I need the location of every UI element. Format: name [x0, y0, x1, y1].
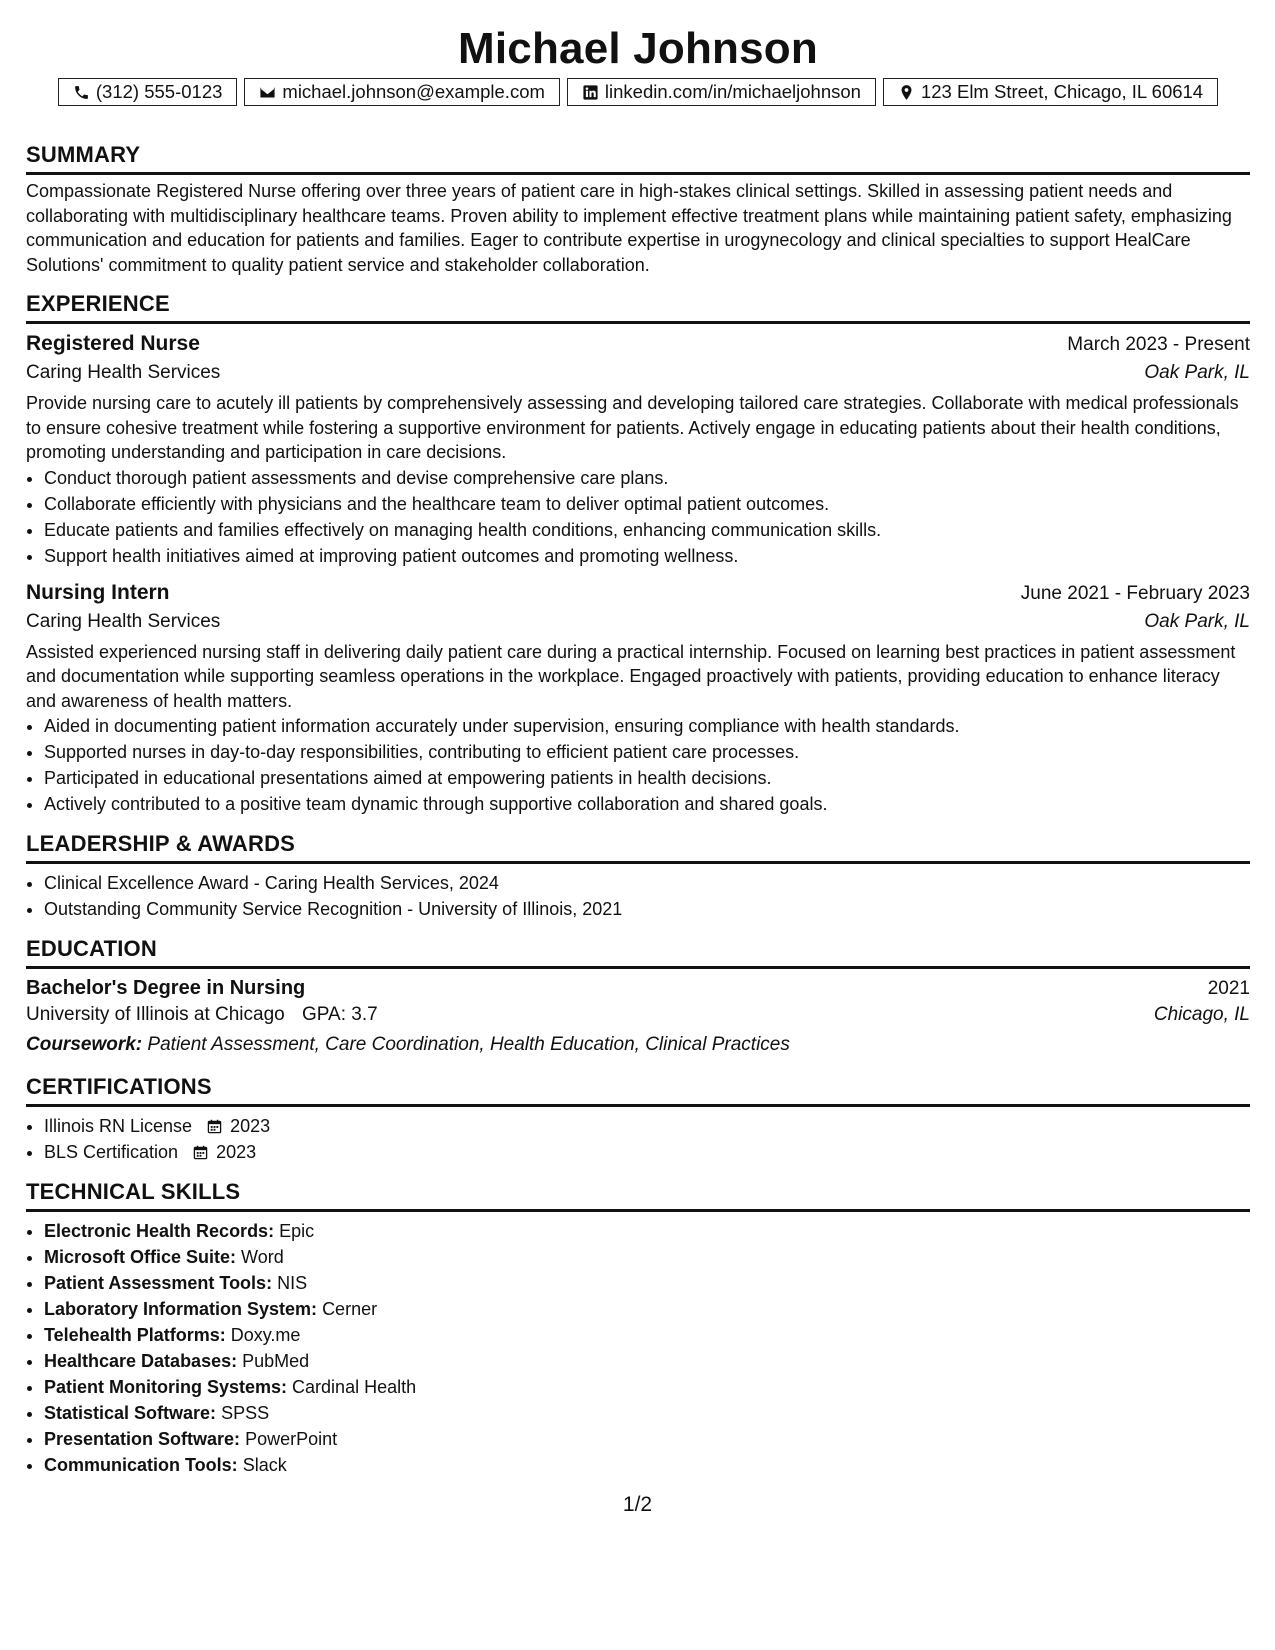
job-title: Registered Nurse	[26, 332, 200, 355]
coursework-list: Patient Assessment, Care Coordination, Health Education, Clinical Practices	[147, 1034, 790, 1055]
map-pin-icon	[898, 84, 915, 101]
job-dates: March 2023 - Present	[1067, 334, 1250, 355]
job-title: Nursing Intern	[26, 580, 170, 604]
list-item: • Supported nurses in day-to-day responsibilities, contributing to efficient patient care processes.	[44, 739, 1250, 765]
list-item	[44, 1374, 1250, 1400]
skill-label: Statistical Software:	[44, 1403, 217, 1423]
degree-title: Bachelor's Degree in Nursing	[26, 977, 306, 999]
list-item: • Conduct thorough patient assessments and devise comprehensive care plans.	[44, 465, 1250, 491]
education-section	[26, 936, 1250, 1056]
coursework-label: Coursework:	[26, 1034, 143, 1055]
list-item	[44, 1400, 1250, 1426]
skill-label: Presentation Software:	[44, 1429, 241, 1449]
list-item: • Support health initiatives aimed at improving patient outcomes and promoting wellness.	[44, 543, 1250, 569]
skill-value: Word	[241, 1247, 284, 1267]
list-item	[44, 1270, 1250, 1296]
job-bullets	[26, 465, 1250, 569]
skills-section	[26, 1179, 1250, 1478]
list-item: • Aided in documenting patient information accurately under supervision, ensuring compliance with health standards.	[44, 713, 1250, 739]
skill-label: Electronic Health Records:	[44, 1221, 275, 1241]
skill-value: Cerner	[322, 1299, 378, 1319]
cert-year: 2023	[216, 1142, 257, 1162]
linkedin-text: linkedin.com/in/michaeljohnson	[604, 81, 861, 102]
job-bullets	[26, 713, 1250, 817]
skill-value: SPSS	[221, 1403, 270, 1423]
list-item: • Educate patients and families effectively on managing health conditions, enhancing communication skills.	[44, 517, 1250, 543]
job-dates: June 2021 - February 2023	[1020, 582, 1250, 604]
phone-icon	[73, 84, 90, 101]
job-company: Caring Health Services	[26, 362, 221, 383]
cert-name: Illinois RN License	[44, 1116, 193, 1136]
skills-list	[26, 1218, 1250, 1478]
section-title: SUMMARY	[26, 142, 1250, 175]
email-text: michael.johnson@example.com	[282, 81, 545, 102]
skill-value: Epic	[279, 1221, 315, 1241]
section-title: EDUCATION	[26, 936, 1250, 969]
skill-value: Slack	[242, 1455, 287, 1475]
skill-value: Cardinal Health	[292, 1377, 417, 1397]
resume-page	[26, 0, 1250, 1478]
envelope-icon	[259, 84, 276, 101]
contact-phone[interactable]	[58, 78, 238, 106]
experience-section	[26, 291, 1250, 817]
job-location: Oak Park, IL	[1144, 362, 1250, 383]
skill-label: Patient Assessment Tools:	[44, 1273, 273, 1293]
section-title: LEADERSHIP & AWARDS	[26, 831, 1250, 864]
address-text: 123 Elm Street, Chicago, IL 60614	[920, 81, 1204, 102]
summary-section	[26, 142, 1250, 277]
skill-label: Patient Monitoring Systems:	[44, 1377, 288, 1397]
section-title: EXPERIENCE	[26, 291, 1250, 324]
cert-name: BLS Certification	[44, 1142, 179, 1162]
list-item	[44, 1426, 1250, 1452]
list-item	[44, 1139, 1250, 1165]
list-item	[44, 1348, 1250, 1374]
certifications-list	[26, 1113, 1250, 1165]
list-item: • Collaborate efficiently with physicians and the healthcare team to deliver optimal patient outcomes.	[44, 491, 1250, 517]
list-item: • Clinical Excellence Award - Caring Health Services, 2024	[44, 870, 1250, 896]
skill-value: NIS	[277, 1273, 308, 1293]
skill-label: Microsoft Office Suite:	[44, 1247, 237, 1267]
coursework	[26, 1034, 1250, 1056]
list-item	[44, 1113, 1250, 1139]
awards-list	[26, 870, 1250, 922]
gpa: GPA: 3.7	[302, 1004, 378, 1025]
list-item	[44, 1296, 1250, 1322]
summary-text: Compassionate Registered Nurse offering over three years of patient care in high-stakes clinical settings. Skilled in assessing patient needs and collaborating with multidisciplinary healthcare teams. Proven ability to implement effective treatment plans while maintaining patient safety, emphasizing communication and education for patients and families. Eager to contribute expertise in urogynecology and clinical specialties to support HealCare Solutions' commitment to quality patient service and stakeholder collaboration.	[26, 181, 1232, 275]
calendar-icon	[193, 1145, 208, 1160]
candidate-name: Michael Johnson	[458, 24, 818, 73]
list-item	[44, 1244, 1250, 1270]
list-item	[44, 1218, 1250, 1244]
leadership-section	[26, 831, 1250, 922]
skill-label: Communication Tools:	[44, 1455, 238, 1475]
contact-bar	[26, 78, 1250, 106]
job-description: Provide nursing care to acutely ill patients by comprehensively assessing and developing tailored care strategies. Collaborate with medical professionals to ensure cohesive treatment while fostering a supportive environment for patients. Actively engage in educating patients about their health conditions, promoting understanding and participation in care decisions.	[26, 393, 1239, 462]
skill-value: PubMed	[242, 1351, 310, 1371]
linkedin-icon	[582, 84, 599, 101]
certifications-section	[26, 1074, 1250, 1165]
job-entry	[26, 332, 1250, 569]
school-name: University of Illinois at Chicago	[26, 1004, 285, 1025]
job-company: Caring Health Services	[26, 610, 221, 632]
calendar-icon	[207, 1119, 222, 1134]
page-number: 1/2	[622, 1493, 653, 1516]
contact-address	[883, 78, 1218, 106]
section-title: TECHNICAL SKILLS	[26, 1179, 1250, 1212]
cert-year: 2023	[230, 1116, 271, 1136]
contact-linkedin[interactable]	[567, 78, 876, 106]
skill-label: Laboratory Information System:	[44, 1299, 318, 1319]
list-item	[44, 1452, 1250, 1478]
list-item: • Participated in educational presentations aimed at empowering patients in health decisions.	[44, 765, 1250, 791]
job-description: Assisted experienced nursing staff in delivering daily patient care during a practical internship. Focused on learning best practices in patient assessment and documentation while supporting seamless operations in the workplace. Engaged proactively with patients, providing education to enhance literacy and awareness of health matters.	[26, 641, 1236, 711]
school-location: Chicago, IL	[1153, 1004, 1250, 1025]
phone-text: (312) 555-0123	[95, 81, 223, 102]
job-entry	[26, 581, 1250, 818]
skill-label: Healthcare Databases:	[44, 1351, 238, 1371]
section-title: CERTIFICATIONS	[26, 1074, 1250, 1107]
list-item: • Actively contributed to a positive team dynamic through supportive collaboration and shared goals.	[44, 791, 1250, 817]
list-item: • Outstanding Community Service Recognition - University of Illinois, 2021	[44, 896, 1250, 922]
contact-email[interactable]	[244, 78, 560, 106]
skill-label: Telehealth Platforms:	[44, 1325, 226, 1345]
skill-value: PowerPoint	[245, 1429, 338, 1449]
skill-value: Doxy.me	[230, 1325, 301, 1345]
degree-year: 2021	[1207, 978, 1250, 999]
list-item	[44, 1322, 1250, 1348]
job-location: Oak Park, IL	[1144, 610, 1250, 632]
